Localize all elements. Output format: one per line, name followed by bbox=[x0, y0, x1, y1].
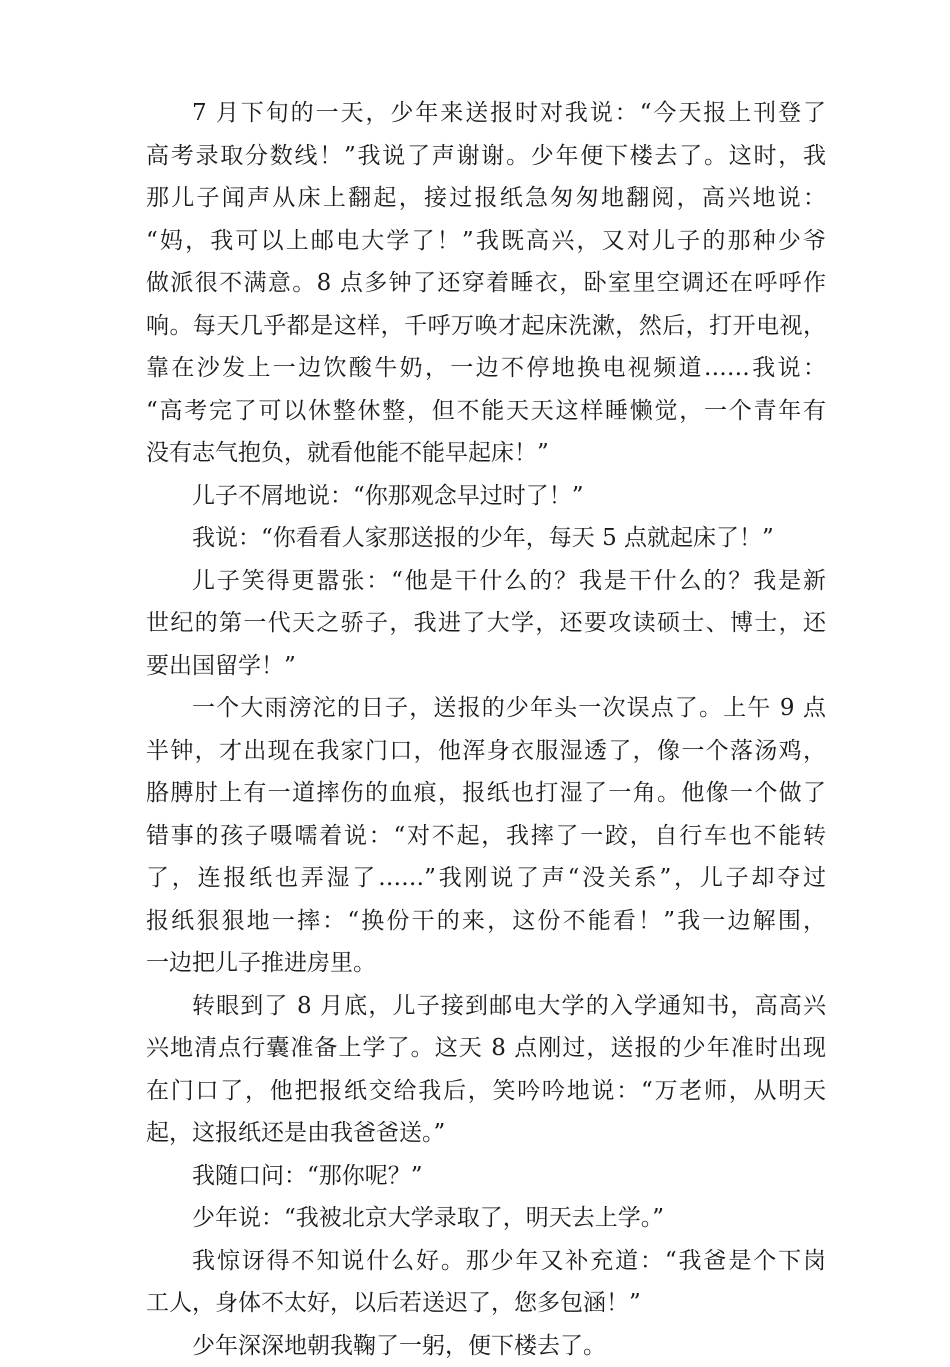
text-line: 胳膊肘上有一道摔伤的血痕，报纸也打湿了一角。他像一个做了 bbox=[146, 772, 826, 815]
text-line: 高考录取分数线！”我说了声谢谢。少年便下楼去了。这时，我 bbox=[146, 135, 826, 178]
text-line: 了，连报纸也弄湿了……”我刚说了声“没关系”，儿子却夺过 bbox=[146, 857, 826, 900]
text-line: 半钟，才出现在我家门口，他浑身衣服湿透了，像一个落汤鸡， bbox=[146, 730, 826, 773]
text-line: 转眼到了 8 月底，儿子接到邮电大学的入学通知书，高高兴 bbox=[146, 985, 826, 1028]
text-line: 要出国留学！” bbox=[146, 645, 826, 688]
text-line: 7 月下旬的一天，少年来送报时对我说：“今天报上刊登了 bbox=[146, 92, 826, 135]
text-line: 兴地清点行囊准备上学了。这天 8 点刚过，送报的少年准时出现 bbox=[146, 1027, 826, 1070]
text-line: 起，这报纸还是由我爸爸送。” bbox=[146, 1112, 826, 1155]
text-line: 在门口了，他把报纸交给我后，笑吟吟地说：“万老师，从明天 bbox=[146, 1070, 826, 1113]
text-line: 工人，身体不太好，以后若送迟了，您多包涵！” bbox=[146, 1282, 826, 1325]
text-line: 世纪的第一代天之骄子，我进了大学，还要攻读硕士、博士，还 bbox=[146, 602, 826, 645]
text-line: 做派很不满意。8 点多钟了还穿着睡衣，卧室里空调还在呼呼作 bbox=[146, 262, 826, 305]
text-line: 儿子不屑地说：“你那观念早过时了！” bbox=[146, 475, 826, 518]
story-text bbox=[146, 92, 826, 1367]
text-line: 报纸狠狠地一摔：“换份干的来，这份不能看！”我一边解围， bbox=[146, 900, 826, 943]
text-line: 少年说：“我被北京大学录取了，明天去上学。” bbox=[146, 1197, 826, 1240]
text-line: 我说：“你看看人家那送报的少年，每天 5 点就起床了！” bbox=[146, 517, 826, 560]
text-line: 一边把儿子推进房里。 bbox=[146, 942, 826, 985]
text-line: 我惊讶得不知说什么好。那少年又补充道：“我爸是个下岗 bbox=[146, 1240, 826, 1283]
text-line: 一个大雨滂沱的日子，送报的少年头一次误点了。上午 9 点 bbox=[146, 687, 826, 730]
text-line: 那儿子闻声从床上翻起，接过报纸急匆匆地翻阅，高兴地说： bbox=[146, 177, 826, 220]
text-line: 儿子笑得更嚣张：“他是干什么的？我是干什么的？我是新 bbox=[146, 560, 826, 603]
text-line: 响。每天几乎都是这样，千呼万唤才起床洗漱，然后，打开电视， bbox=[146, 305, 826, 348]
text-line: “高考完了可以休整休整，但不能天天这样睡懒觉，一个青年有 bbox=[146, 390, 826, 433]
text-line: 靠在沙发上一边饮酸牛奶，一边不停地换电视频道……我说： bbox=[146, 347, 826, 390]
text-line: 少年深深地朝我鞠了一躬，便下楼去了。 bbox=[146, 1325, 826, 1367]
text-line: 错事的孩子嗫嚅着说：“对不起，我摔了一跤，自行车也不能转 bbox=[146, 815, 826, 858]
text-line: 我随口问：“那你呢？” bbox=[146, 1155, 826, 1198]
text-line: 没有志气抱负，就看他能不能早起床！” bbox=[146, 432, 826, 475]
text-line: “妈，我可以上邮电大学了！”我既高兴，又对儿子的那种少爷 bbox=[146, 220, 826, 263]
